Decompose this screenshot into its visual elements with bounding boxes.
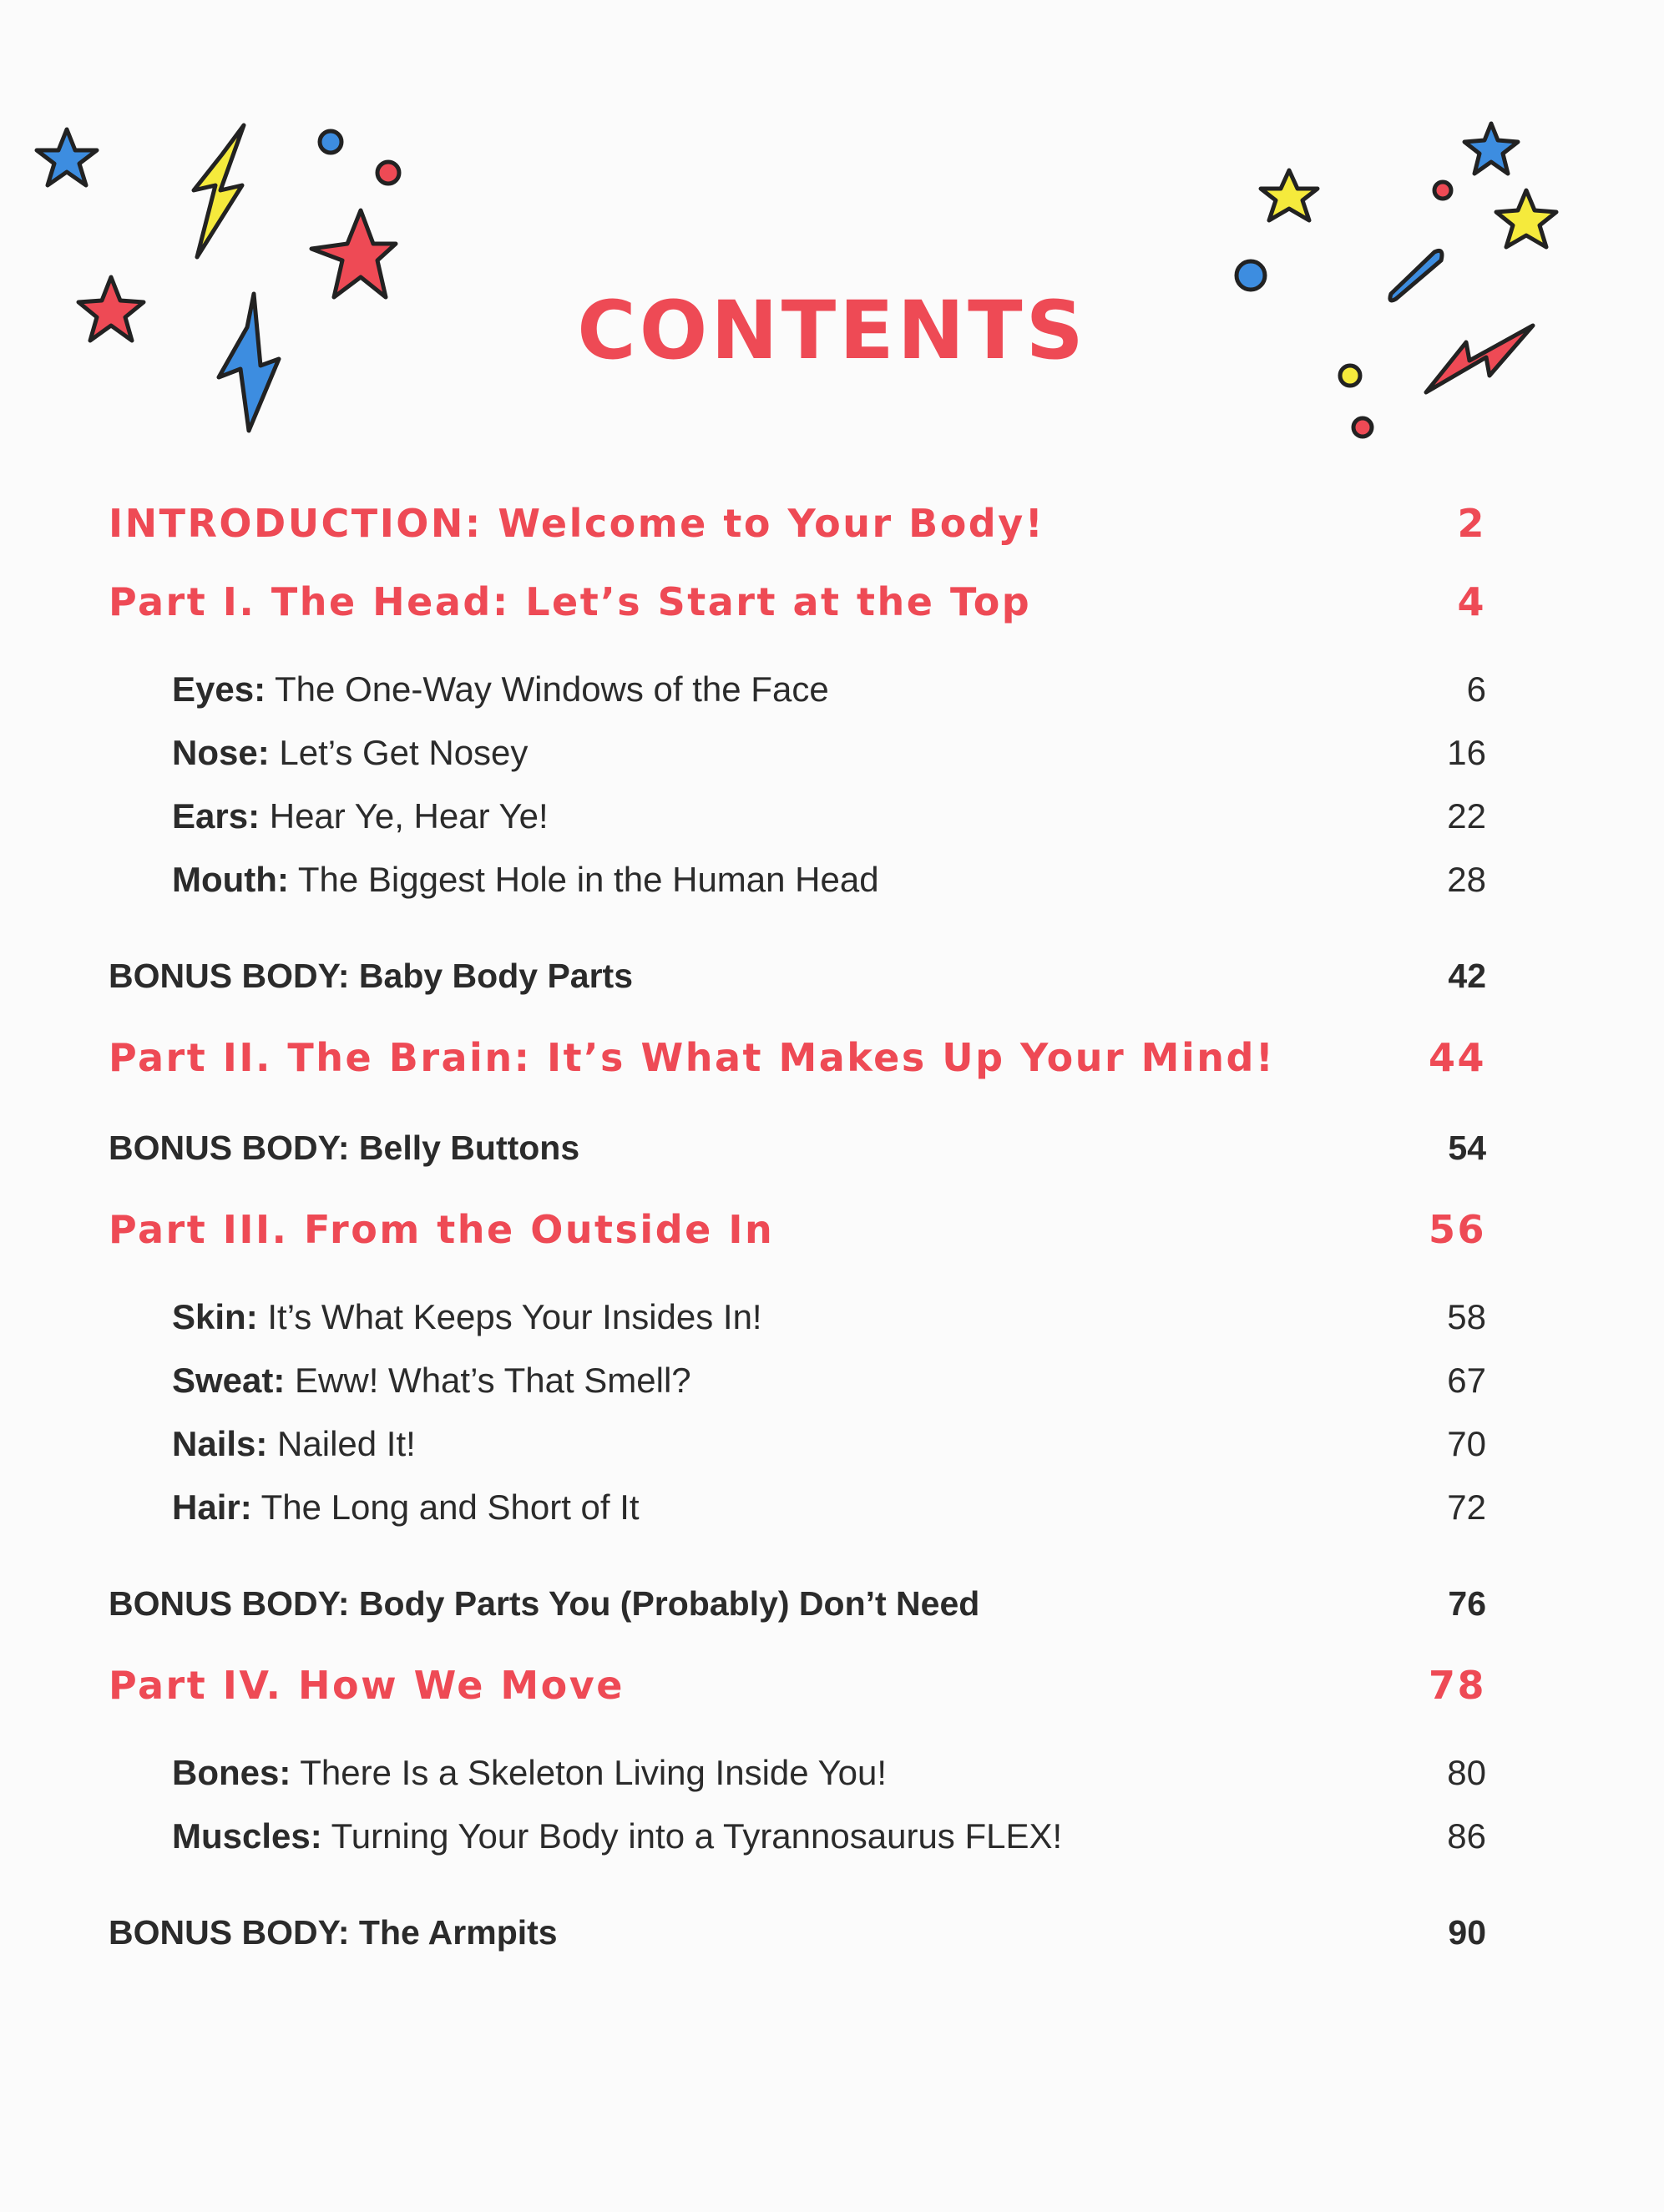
- toc-chapter-entry: [109, 669, 1486, 733]
- toc-chapter-entry: [109, 796, 1486, 860]
- toc-chapter-entry: [109, 1753, 1486, 1816]
- toc-bonus-entry: [109, 1913, 1486, 1992]
- section-list: [109, 1297, 1486, 1551]
- page-number: 76: [1448, 1584, 1486, 1623]
- dot-icon: [377, 162, 399, 184]
- section-list: [109, 669, 1486, 923]
- decorative-doodles: [0, 0, 1664, 467]
- blue-star-icon: [1464, 124, 1518, 174]
- page-number: 90: [1448, 1913, 1486, 1952]
- chapter-lead: Hair:: [172, 1487, 252, 1527]
- chapter-title: [172, 1297, 762, 1337]
- page-number: 42: [1448, 957, 1486, 995]
- chapter-lead: Nose:: [172, 733, 270, 772]
- table-of-contents: [109, 501, 1486, 1992]
- chapter-title: [172, 1816, 1062, 1856]
- chapter-title: [172, 1753, 887, 1793]
- chapter-subtitle: Nailed It!: [267, 1424, 416, 1463]
- toc-part-entry: [109, 1663, 1486, 1741]
- part-title: INTRODUCTION: Welcome to Your Body!: [109, 501, 1045, 546]
- page-number: 28: [1447, 860, 1486, 899]
- chapter-lead: Bones:: [172, 1753, 291, 1792]
- chapter-title: [172, 1424, 416, 1464]
- chapter-subtitle: The Biggest Hole in the Human Head: [288, 860, 879, 899]
- chapter-subtitle: The Long and Short of It: [251, 1487, 640, 1527]
- yellow-star-icon: [1496, 190, 1556, 247]
- page-number: 44: [1428, 1035, 1486, 1080]
- chapter-lead: Muscles:: [172, 1816, 322, 1856]
- chapter-title: [172, 1361, 691, 1401]
- chapter-lead: Ears:: [172, 796, 260, 836]
- page-number: 72: [1447, 1487, 1486, 1527]
- page-number: 54: [1448, 1129, 1486, 1167]
- chapter-title: [172, 733, 528, 773]
- chapter-subtitle: Hear Ye, Hear Ye!: [260, 796, 549, 836]
- toc-part-entry: [109, 501, 1486, 579]
- chapter-lead: Nails:: [172, 1424, 268, 1463]
- chapter-subtitle: Let’s Get Nosey: [269, 733, 529, 772]
- page-number: 22: [1447, 796, 1486, 836]
- toc-chapter-entry: [109, 1424, 1486, 1487]
- toc-part-entry: [109, 579, 1486, 658]
- toc-chapter-entry: [109, 1361, 1486, 1424]
- toc-chapter-entry: [109, 860, 1486, 923]
- chapter-title: [172, 669, 829, 710]
- chapter-lead: Mouth:: [172, 860, 289, 899]
- chapter-lead: Skin:: [172, 1297, 258, 1336]
- toc-part-entry: [109, 1035, 1486, 1114]
- toc-part-entry: [109, 1207, 1486, 1285]
- page-number: 78: [1428, 1663, 1486, 1708]
- yellow-star-icon: [1261, 170, 1318, 220]
- page-number: 86: [1447, 1816, 1486, 1856]
- part-title: Part IV. How We Move: [109, 1663, 625, 1708]
- bonus-title: BONUS BODY: Belly Buttons: [109, 1129, 580, 1167]
- page-number: 70: [1447, 1424, 1486, 1463]
- page-number: 67: [1447, 1361, 1486, 1400]
- chapter-subtitle: The One-Way Windows of the Face: [266, 669, 829, 709]
- chapter-subtitle: Turning Your Body into a Tyrannosaurus FLEX!: [321, 1816, 1063, 1856]
- lightning-bolt-icon: [194, 125, 244, 257]
- part-title: Part III. From the Outside In: [109, 1207, 775, 1252]
- page-number: 2: [1457, 501, 1486, 546]
- chapter-title: [172, 796, 549, 836]
- page-number: 4: [1457, 579, 1486, 624]
- section-list: [109, 1753, 1486, 1880]
- bonus-title: BONUS BODY: Body Parts You (Probably) Don’t Need: [109, 1584, 980, 1623]
- toc-chapter-entry: [109, 1297, 1486, 1361]
- dot-icon: [320, 131, 341, 153]
- toc-chapter-entry: [109, 1487, 1486, 1551]
- chapter-title: [172, 1487, 640, 1528]
- chapter-subtitle: There Is a Skeleton Living Inside You!: [291, 1753, 888, 1792]
- page-number: 6: [1466, 669, 1486, 709]
- part-title: Part I. The Head: Let’s Start at the Top: [109, 579, 1032, 624]
- bonus-title: BONUS BODY: The Armpits: [109, 1913, 558, 1952]
- chapter-title: [172, 860, 879, 900]
- part-title: Part II. The Brain: It’s What Makes Up Your Mind!: [109, 1035, 1276, 1080]
- chapter-lead: Sweat:: [172, 1361, 286, 1400]
- toc-bonus-entry: [109, 1129, 1486, 1207]
- chapter-subtitle: Eww! What’s That Smell?: [285, 1361, 691, 1400]
- toc-bonus-entry: [109, 957, 1486, 1035]
- page-title: CONTENTS: [577, 284, 1087, 377]
- toc-chapter-entry: [109, 1816, 1486, 1880]
- bonus-title: BONUS BODY: Baby Body Parts: [109, 957, 634, 995]
- page-number: 58: [1447, 1297, 1486, 1336]
- blue-star-icon: [37, 129, 97, 185]
- chapter-lead: Eyes:: [172, 669, 266, 709]
- dot-icon: [1353, 418, 1372, 437]
- chapter-subtitle: It’s What Keeps Your Insides In!: [257, 1297, 762, 1336]
- page-number: 56: [1428, 1207, 1486, 1252]
- dot-icon: [1434, 182, 1451, 199]
- page-number: 16: [1447, 733, 1486, 772]
- toc-bonus-entry: [109, 1584, 1486, 1663]
- page-number: 80: [1447, 1753, 1486, 1792]
- toc-chapter-entry: [109, 733, 1486, 796]
